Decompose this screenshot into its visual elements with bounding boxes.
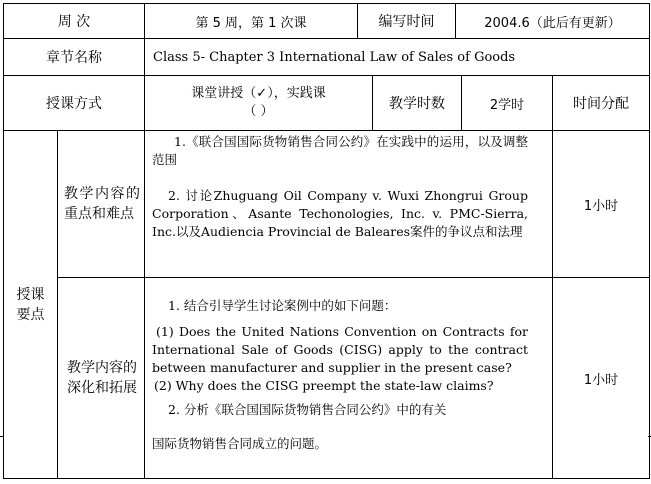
method-value: [145, 76, 372, 130]
extension-time: 1小时: [583, 372, 619, 388]
extension-item-2b: 国际货物销售合同成立的问题。: [152, 436, 328, 451]
key-points-content: [152, 131, 528, 277]
col-rule-h: [144, 130, 145, 479]
time-alloc-label: 时间分配: [573, 96, 629, 112]
method-value-line1: 课堂讲授（✓），实践课: [191, 86, 326, 101]
key-points-label: 教学内容的重点和难点: [64, 186, 140, 222]
table-border-right: [649, 3, 650, 479]
key-points-item-1: 1.《联合国国际货物销售合同公约》在实践中的运用，以及调整范围: [152, 134, 528, 167]
hours-label: 教学时数: [389, 96, 445, 112]
hours-value: 2学时: [489, 97, 525, 113]
week-value: 第 5 周，第 1 次课: [195, 15, 307, 31]
extension-item-1: 1. 结合引导学生讨论案例中的如下问题：: [168, 298, 397, 313]
compile-time-label: 编写时间: [378, 14, 435, 30]
extension-question-1: (1) Does the United Nations Convention on Contracts for International Sale of Goods (CISG) apply to the contract between manufacturer and supplier in the present case?: [152, 324, 528, 375]
key-points-time: 1小时: [583, 198, 619, 214]
chapter-label: 章节名称: [46, 50, 102, 66]
extension-label: 教学内容的深化和拓展: [67, 360, 137, 396]
teaching-points-label: [4, 131, 57, 478]
key-points-item-2: 2. 讨论Zhuguang Oil Company v. Wuxi Zhongrui Group Corporation、Asante Techonologies, Inc. v. PMC-Sierra, Inc.以及Audiencia Provincial de Baleares案件的争议点和法理: [152, 188, 528, 239]
method-label: 授课方式: [46, 96, 102, 112]
compile-time-value: 2004.6（此后有更新）: [484, 15, 621, 31]
col-rule-g: [57, 130, 58, 479]
teaching-points-label-line1: 授课: [16, 286, 45, 303]
extension-question-2: (2) Why does the CISG preempt the state-law claims?: [154, 378, 494, 393]
margin-mark-left: [0, 436, 3, 437]
method-value-line2: （ ）: [243, 104, 274, 119]
extension-content: [152, 278, 528, 478]
teaching-points-label-line2: 要点: [16, 306, 45, 323]
week-label: 周 次: [57, 14, 91, 30]
extension-item-2a: 2. 分析《联合国国际货物销售合同公约》中的有关: [168, 402, 447, 417]
chapter-value: Class 5- Chapter 3 International Law of Sales of Goods: [153, 49, 516, 65]
